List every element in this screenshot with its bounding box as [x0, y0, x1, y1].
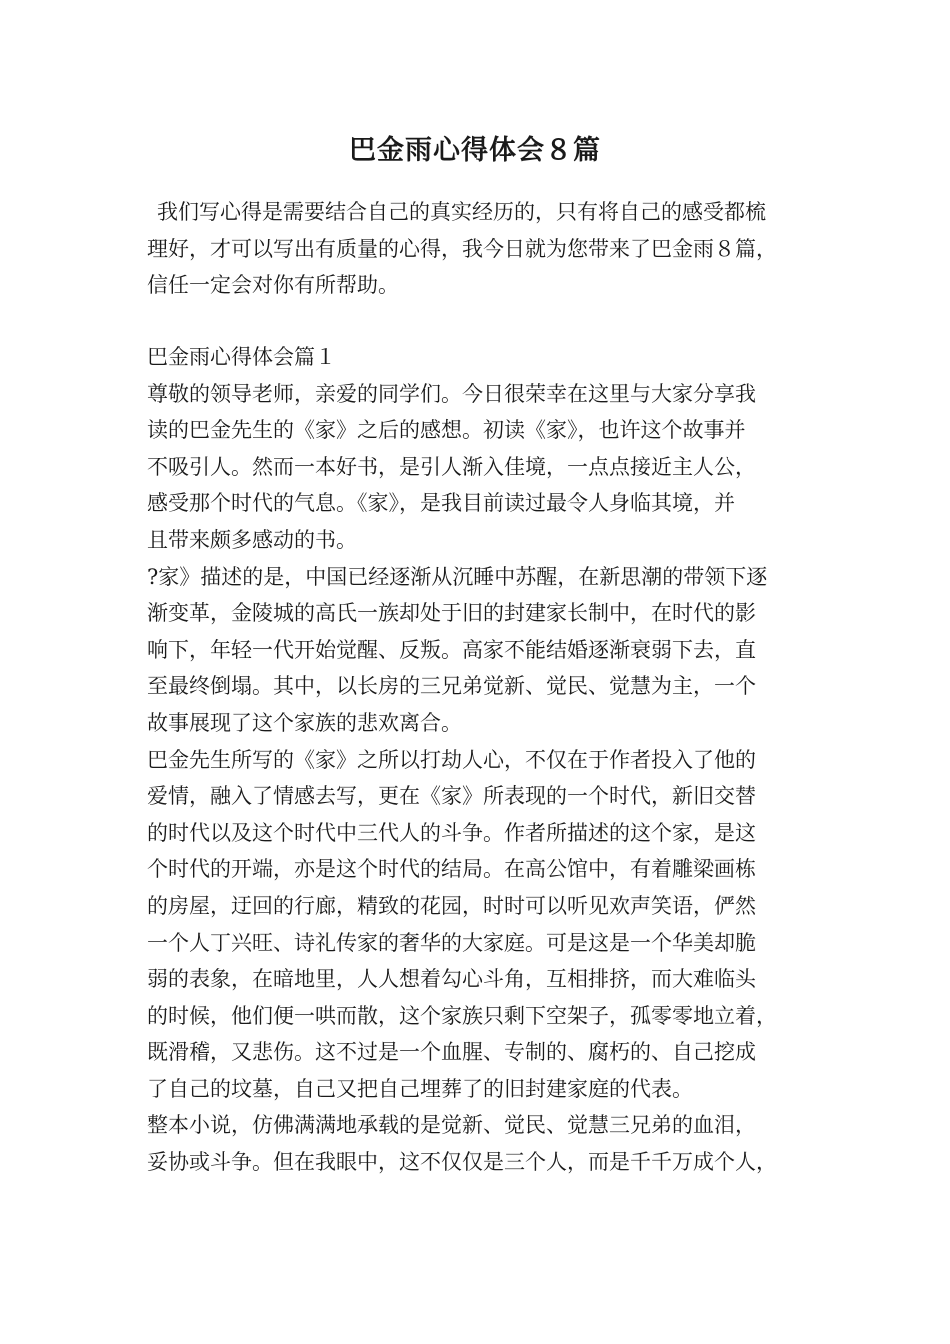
paragraph-line: 个时代的开端，亦是这个时代的结局。在高公馆中，有着雕梁画栋 [147, 857, 756, 882]
paragraph-line: 至最终倒塌。其中，以长房的三兄弟觉新、觉民、觉慧为主，一个 [147, 674, 756, 699]
paragraph-line: 且带来颇多感动的书。 [147, 527, 357, 552]
intro-line: 我们写心得是需要结合自己的真实经历的，只有将自己的感受都梳 [157, 200, 766, 224]
intro-line: 信任一定会对你有所帮助。 [147, 273, 399, 298]
paragraph-2 [147, 559, 827, 742]
paragraph-line: 整本小说，仿佛满满地承载的是觉新、觉民、觉慧三兄弟的血泪， [147, 1113, 756, 1138]
document-title: 巴金雨心得体会８篇 [349, 135, 601, 166]
paragraph-line: 感受那个时代的气息。《家》，是我目前读过最令人身临其境，并 [147, 491, 735, 516]
paragraph-3 [147, 742, 827, 1108]
paragraph-line: 弱的表象，在暗地里，人人想着勾心斗角，互相排挤，而大难临头 [147, 967, 756, 992]
paragraph-line: 读的巴金先生的《家》之后的感想。初读《家》，也许这个故事并 [147, 418, 746, 443]
intro-paragraph [147, 194, 827, 304]
paragraph-4 [147, 1107, 827, 1180]
paragraph-line: 的房屋，迂回的行廊，精致的花园，时时可以听见欢声笑语，俨然 [147, 893, 756, 918]
paragraph-line: 故事展现了这个家族的悲欢离合。 [147, 710, 462, 735]
paragraph-line: 妥协或斗争。但在我眼中，这不仅仅是三个人，而是千千万成个人， [147, 1150, 777, 1175]
paragraph-line: 的时候，他们便一哄而散，这个家族只剩下空架子，孤零零地立着， [147, 1003, 777, 1028]
paragraph-line: 了自己的坟墓，自己又把自己埋葬了的旧封建家庭的代表。 [147, 1076, 693, 1101]
paragraph-line: 一个人丁兴旺、诗礼传家的奢华的大家庭。可是这是一个华美却脆 [147, 930, 756, 955]
paragraph-1 [147, 376, 827, 559]
paragraph-line: 巴金先生所写的《家》之所以打劫人心，不仅在于作者投入了他的 [147, 747, 756, 772]
paragraph-line: 爱情，融入了情感去写，更在《家》所表现的一个时代，新旧交替 [147, 784, 756, 809]
paragraph-line: ?家》描述的是，中国已经逐渐从沉睡中苏醒，在新思潮的带领下逐 [147, 564, 768, 589]
section-content [147, 339, 827, 1181]
paragraph-line: 既滑稽，又悲伤。这不过是一个血腥、专制的、腐朽的、自己挖成 [147, 1040, 756, 1065]
intro-line: 理好，才可以写出有质量的心得，我今日就为您带来了巴金雨８篇， [147, 236, 777, 261]
paragraph-line: 不吸引人。然而一本好书，是引人渐入佳境，一点点接近主人公， [147, 454, 756, 479]
paragraph-line: 尊敬的领导老师，亲爱的同学们。今日很荣幸在这里与大家分享我 [147, 381, 756, 406]
paragraph-line: 渐变革，金陵城的高氏一族却处于旧的封建家长制中，在时代的影 [147, 601, 756, 626]
paragraph-line: 响下，年轻一代开始觉醒、反叛。高家不能结婚逐渐衰弱下去，直 [147, 637, 756, 662]
paragraph-line: 的时代以及这个时代中三代人的斗争。作者所描述的这个家，是这 [147, 820, 756, 845]
section-heading: 巴金雨心得体会篇１ [147, 345, 336, 369]
